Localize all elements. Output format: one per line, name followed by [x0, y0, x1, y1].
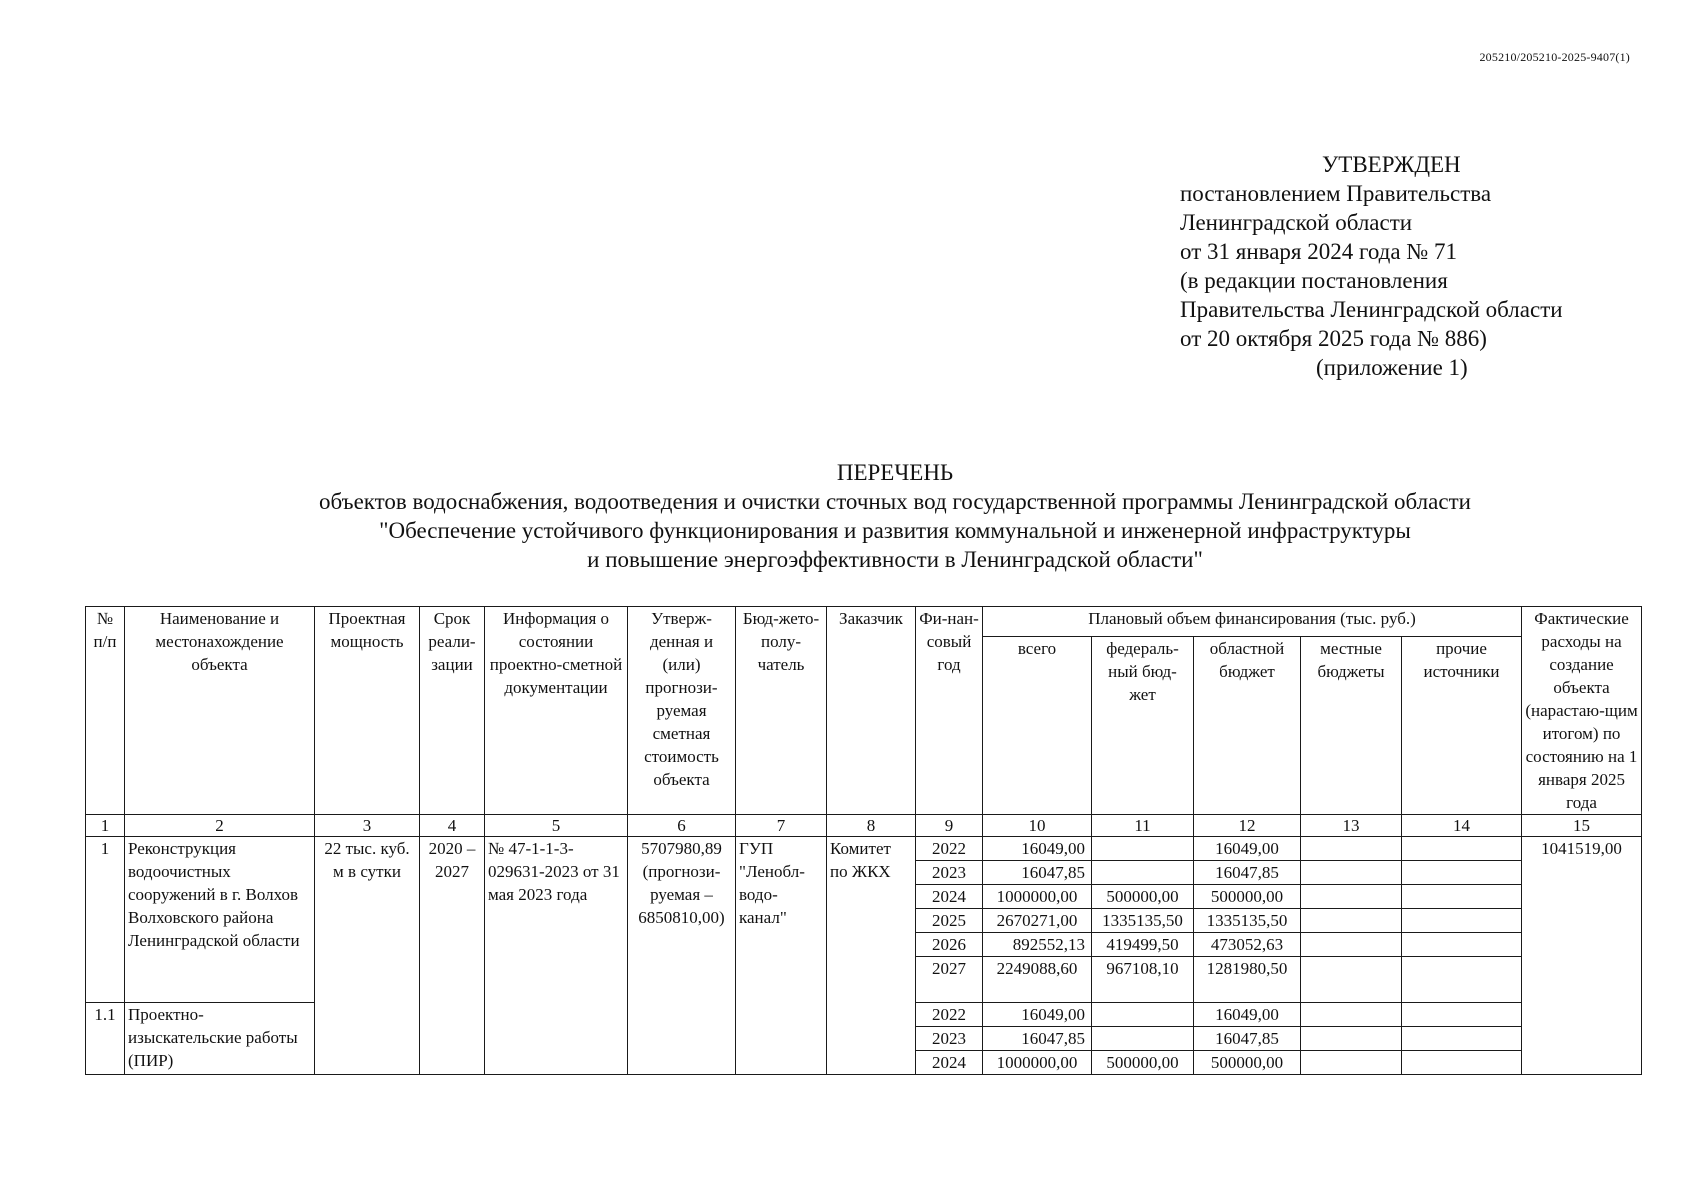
- federal-value: 500000,00: [1092, 885, 1194, 909]
- approval-line: от 31 января 2024 года № 71: [1180, 239, 1458, 264]
- other-value: [1402, 1051, 1522, 1075]
- other-value: [1402, 861, 1522, 885]
- column-number: 13: [1301, 815, 1402, 837]
- column-number: 6: [628, 815, 736, 837]
- object-name: Проектно-изыскательские работы (ПИР): [125, 1003, 315, 1075]
- regional-value: 16049,00: [1194, 837, 1301, 861]
- object-docs: № 47-1-1-3-029631-2023 от 31 мая 2023 года: [485, 837, 628, 1075]
- total-value: 16049,00: [983, 837, 1092, 861]
- approval-stamp: [1180, 150, 1640, 382]
- column-number: 9: [916, 815, 983, 837]
- fin-year: 2025: [916, 909, 983, 933]
- column-number: 1: [86, 815, 125, 837]
- regional-value: 1281980,50: [1194, 957, 1301, 1003]
- header-num: № п/п: [86, 607, 125, 815]
- header-cost: Утверж-денная и (или) прогнози-руемая сметная стоимость объекта: [628, 607, 736, 815]
- regional-value: 1335135,50: [1194, 909, 1301, 933]
- local-value: [1301, 861, 1402, 885]
- header-row: [86, 607, 1642, 637]
- column-number: 5: [485, 815, 628, 837]
- fin-year: 2024: [916, 885, 983, 909]
- local-value: [1301, 837, 1402, 861]
- regional-value: 16049,00: [1194, 1003, 1301, 1027]
- total-value: 16047,85: [983, 1027, 1092, 1051]
- title-line: объектов водоснабжения, водоотведения и очистки сточных вод государственной программы Ленинградской области: [319, 489, 1471, 514]
- column-number-row: [86, 815, 1642, 837]
- total-value: 892552,13: [983, 933, 1092, 957]
- document-id: 205210/205210-2025-9407(1): [1479, 50, 1630, 64]
- column-number: 14: [1402, 815, 1522, 837]
- approval-line: (приложение 1): [1316, 355, 1468, 380]
- title-line: "Обеспечение устойчивого функционирования и развития коммунальной и инженерной инфраструктуры: [379, 518, 1411, 543]
- fin-year: 2024: [916, 1051, 983, 1075]
- fin-year: 2022: [916, 837, 983, 861]
- federal-value: [1092, 837, 1194, 861]
- approval-line: Правительства Ленинградской области: [1180, 297, 1563, 322]
- fin-year: 2022: [916, 1003, 983, 1027]
- title-heading: ПЕРЕЧЕНЬ: [836, 460, 954, 485]
- approval-line: от 20 октября 2025 года № 886): [1180, 326, 1487, 351]
- total-value: 16047,85: [983, 861, 1092, 885]
- federal-value: [1092, 861, 1194, 885]
- column-number: 8: [827, 815, 916, 837]
- regional-value: 16047,85: [1194, 861, 1301, 885]
- object-num: 1: [86, 837, 125, 1003]
- header-year: Фи-нан-совый год: [916, 607, 983, 815]
- federal-value: 500000,00: [1092, 1051, 1194, 1075]
- column-number: 4: [420, 815, 485, 837]
- actual-expenses: 1041519,00: [1522, 837, 1642, 1075]
- header-regional: областной бюджет: [1194, 637, 1301, 815]
- other-value: [1402, 1027, 1522, 1051]
- object-recipient: ГУП "Ленобл-водо-канал": [736, 837, 827, 1075]
- header-capacity: Проектная мощность: [315, 607, 420, 815]
- header-term: Срок реали-зации: [420, 607, 485, 815]
- total-value: 2670271,00: [983, 909, 1092, 933]
- object-cost: 5707980,89 (прогнози-руемая – 6850810,00): [628, 837, 736, 1075]
- total-value: 16049,00: [983, 1003, 1092, 1027]
- other-value: [1402, 885, 1522, 909]
- column-number: 7: [736, 815, 827, 837]
- header-docs: Информация о состоянии проектно-сметной документации: [485, 607, 628, 815]
- column-number: 15: [1522, 815, 1642, 837]
- other-value: [1402, 837, 1522, 861]
- other-value: [1402, 933, 1522, 957]
- other-value: [1402, 1003, 1522, 1027]
- regional-value: 500000,00: [1194, 1051, 1301, 1075]
- regional-value: 473052,63: [1194, 933, 1301, 957]
- local-value: [1301, 1003, 1402, 1027]
- local-value: [1301, 957, 1402, 1003]
- column-number: 2: [125, 815, 315, 837]
- header-name: Наименование и местонахождение объекта: [125, 607, 315, 815]
- approval-line: Ленинградской области: [1180, 210, 1413, 235]
- document-title: [80, 458, 1696, 574]
- local-value: [1301, 933, 1402, 957]
- regional-value: 16047,85: [1194, 1027, 1301, 1051]
- header-federal: федераль-ный бюд-жет: [1092, 637, 1194, 815]
- object-term: 2020 – 2027: [420, 837, 485, 1075]
- local-value: [1301, 1051, 1402, 1075]
- other-value: [1402, 957, 1522, 1003]
- column-number: 10: [983, 815, 1092, 837]
- column-number: 3: [315, 815, 420, 837]
- table-row: [86, 837, 1642, 861]
- column-number: 11: [1092, 815, 1194, 837]
- fin-year: 2023: [916, 1027, 983, 1051]
- federal-value: [1092, 1003, 1194, 1027]
- fin-year: 2023: [916, 861, 983, 885]
- approval-line: постановлением Правительства: [1180, 181, 1492, 206]
- object-capacity: 22 тыс. куб. м в сутки: [315, 837, 420, 1075]
- header-actual: Фактические расходы на создание объекта (нарастаю-щим итогом) по состоянию на 1 января 2025 года: [1522, 607, 1642, 815]
- regional-value: 500000,00: [1194, 885, 1301, 909]
- column-number: 12: [1194, 815, 1301, 837]
- federal-value: [1092, 1027, 1194, 1051]
- header-total: всего: [983, 637, 1092, 815]
- objects-table: [85, 606, 1642, 1075]
- approval-line: УТВЕРЖДЕН: [1322, 152, 1461, 177]
- federal-value: 967108,10: [1092, 957, 1194, 1003]
- total-value: 2249088,60: [983, 957, 1092, 1003]
- local-value: [1301, 909, 1402, 933]
- header-customer: Заказчик: [827, 607, 916, 815]
- header-local: местные бюджеты: [1301, 637, 1402, 815]
- total-value: 1000000,00: [983, 885, 1092, 909]
- fin-year: 2026: [916, 933, 983, 957]
- object-customer: Комитет по ЖКХ: [827, 837, 916, 1075]
- federal-value: 1335135,50: [1092, 909, 1194, 933]
- local-value: [1301, 885, 1402, 909]
- total-value: 1000000,00: [983, 1051, 1092, 1075]
- header-recipient: Бюд-жето-полу-чатель: [736, 607, 827, 815]
- fin-year: 2027: [916, 957, 983, 1003]
- header-funding-group: Плановый объем финансирования (тыс. руб.): [983, 607, 1522, 637]
- federal-value: 419499,50: [1092, 933, 1194, 957]
- local-value: [1301, 1027, 1402, 1051]
- other-value: [1402, 909, 1522, 933]
- header-other: прочие источники: [1402, 637, 1522, 815]
- object-name: Реконструкция водоочистных сооружений в г. Волхов Волховского района Ленинградской области: [125, 837, 315, 1003]
- title-line: и повышение энергоэффективности в Ленинградской области": [587, 547, 1203, 572]
- approval-line: (в редакции постановления: [1180, 268, 1448, 293]
- object-num: 1.1: [86, 1003, 125, 1075]
